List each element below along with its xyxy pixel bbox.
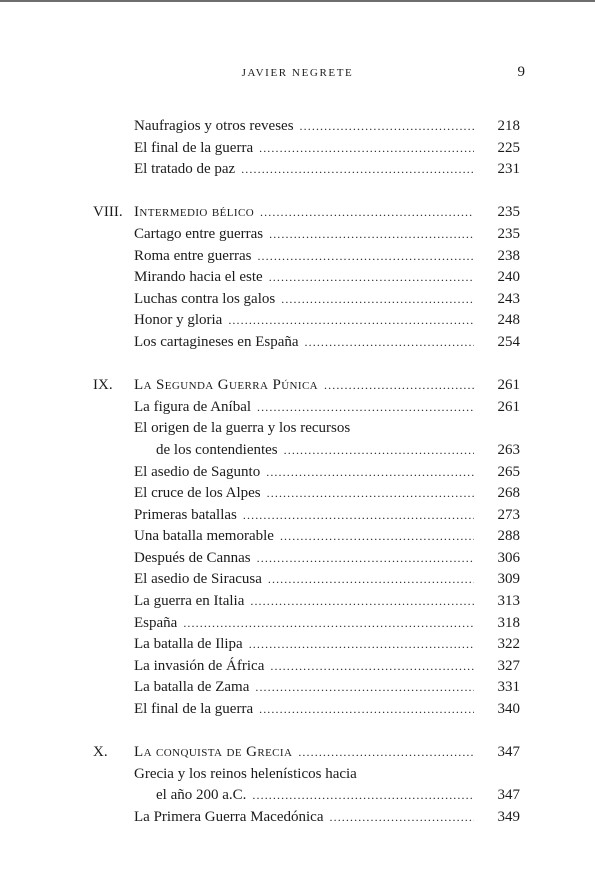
entry-title: Mirando hacia el este — [134, 269, 263, 286]
entry-title: de los contendientes — [156, 441, 278, 458]
toc-entry-text — [134, 397, 474, 419]
dot-leader — [281, 289, 474, 311]
entry-title: El asedio de Siracusa — [134, 571, 262, 588]
table-of-contents — [0, 116, 595, 829]
toc-entry — [0, 785, 595, 807]
dot-leader — [324, 375, 474, 397]
toc-entry-text — [134, 418, 474, 440]
entry-page-number: 340 — [497, 701, 520, 718]
entry-page-number: 327 — [497, 657, 520, 674]
toc-entry-text — [134, 246, 474, 268]
section-gap — [0, 181, 595, 203]
page-header — [0, 64, 595, 84]
toc-entry-text — [134, 267, 474, 289]
toc-entry — [0, 569, 595, 591]
entry-title: La figura de Aníbal — [134, 398, 252, 415]
entry-title: La guerra en Italia — [134, 593, 245, 610]
toc-entry-text — [134, 505, 474, 527]
dot-leader — [249, 634, 474, 656]
dot-leader — [255, 677, 474, 699]
toc-entry — [0, 483, 595, 505]
toc-entry — [0, 418, 595, 440]
dot-leader — [298, 742, 474, 764]
toc-entry-text — [134, 332, 474, 354]
entry-page-number: 309 — [497, 571, 520, 588]
entry-page-number: 347 — [497, 787, 520, 804]
toc-entry — [0, 613, 595, 635]
chapter-number: X. — [93, 744, 108, 761]
entry-title: El tratado de paz — [134, 161, 236, 178]
toc-entry-text — [134, 159, 474, 181]
toc-entry-text — [134, 742, 474, 764]
toc-entry-text — [156, 440, 474, 462]
dot-leader — [183, 613, 474, 635]
dot-leader — [269, 224, 474, 246]
dot-leader — [300, 116, 474, 138]
entry-page-number: 318 — [497, 614, 520, 631]
toc-entry-text — [134, 483, 474, 505]
toc-entry-text — [134, 462, 474, 484]
toc-chapter — [0, 742, 595, 764]
entry-page-number: 268 — [497, 485, 520, 502]
entry-title: Los cartagineses en España — [134, 333, 299, 350]
entry-title: Cartago entre guerras — [134, 225, 264, 242]
toc-entry — [0, 548, 595, 570]
toc-entry — [0, 440, 595, 462]
dot-leader — [305, 332, 474, 354]
toc-entry — [0, 699, 595, 721]
chapter-title: La Segunda Guerra Púnica — [134, 377, 319, 394]
entry-page-number: 331 — [497, 679, 520, 696]
toc-entry-text — [134, 375, 474, 397]
toc-entry — [0, 267, 595, 289]
toc-entry — [0, 397, 595, 419]
dot-leader — [252, 785, 474, 807]
toc-entry — [0, 159, 595, 181]
entry-title: Honor y gloria — [134, 312, 223, 329]
entry-title: Roma entre guerras — [134, 247, 252, 264]
chapter-number: VIII. — [93, 204, 123, 221]
entry-title: El cruce de los Alpes — [134, 485, 261, 502]
toc-entry-text — [134, 613, 474, 635]
entry-page-number: 240 — [497, 269, 520, 286]
entry-title: Grecia y los reinos helenísticos hacia — [134, 765, 357, 782]
chapter-number: IX. — [93, 377, 113, 394]
entry-title: La batalla de Zama — [134, 679, 250, 696]
chapter-title: La conquista de Grecia — [134, 744, 293, 761]
entry-title: Primeras batallas — [134, 506, 237, 523]
dot-leader — [267, 483, 474, 505]
toc-entry-text — [134, 807, 474, 829]
entry-title: Naufragios y otros reveses — [134, 118, 294, 134]
entry-page-number: 218 — [497, 118, 520, 134]
dot-leader — [260, 202, 474, 224]
dot-leader — [243, 505, 474, 527]
entry-title: El final de la guerra — [134, 701, 254, 718]
toc-entry — [0, 332, 595, 354]
entry-page-number: 243 — [497, 290, 520, 307]
toc-entry-text — [134, 699, 474, 721]
dot-leader — [266, 462, 474, 484]
toc-entry-text — [134, 116, 474, 138]
dot-leader — [259, 138, 474, 160]
toc-entry-text — [134, 310, 474, 332]
entry-page-number: 225 — [497, 139, 520, 156]
dot-leader — [269, 267, 474, 289]
entry-title: Una batalla memorable — [134, 528, 274, 545]
entry-page-number: 235 — [497, 204, 520, 221]
entry-page-number: 347 — [497, 744, 520, 761]
toc-entry — [0, 116, 595, 138]
dot-leader — [228, 310, 474, 332]
entry-page-number: 273 — [497, 506, 520, 523]
toc-entry — [0, 505, 595, 527]
toc-entry-text — [134, 569, 474, 591]
toc-entry-text — [134, 202, 474, 224]
toc-entry-text — [134, 548, 474, 570]
toc-entry-text — [134, 677, 474, 699]
toc-entry-text — [134, 634, 474, 656]
entry-page-number: 288 — [497, 528, 520, 545]
entry-page-number: 248 — [497, 312, 520, 329]
section-gap — [0, 354, 595, 376]
section-gap — [0, 721, 595, 743]
running-head: JAVIER NEGRETE — [241, 67, 354, 79]
entry-page-number: 235 — [497, 225, 520, 242]
toc-entry — [0, 656, 595, 678]
toc-entry — [0, 807, 595, 829]
toc-chapter — [0, 375, 595, 397]
toc-entry — [0, 462, 595, 484]
toc-chapter — [0, 202, 595, 224]
toc-entry — [0, 224, 595, 246]
entry-page-number: 238 — [497, 247, 520, 264]
entry-title: el año 200 a.C. — [156, 787, 247, 804]
entry-title: El asedio de Sagunto — [134, 463, 261, 480]
entry-title: Luchas contra los galos — [134, 290, 276, 307]
dot-leader — [257, 397, 474, 419]
dot-leader — [250, 591, 474, 613]
entry-title: El origen de la guerra y los recursos — [134, 420, 351, 437]
entry-page-number: 231 — [497, 161, 520, 178]
toc-entry-text — [156, 785, 474, 807]
toc-entry — [0, 310, 595, 332]
toc-entry — [0, 138, 595, 160]
entry-page-number: 254 — [497, 333, 520, 350]
toc-entry — [0, 634, 595, 656]
toc-entry-text — [134, 764, 474, 786]
dot-leader — [268, 569, 474, 591]
toc-entry-text — [134, 289, 474, 311]
entry-page-number: 306 — [497, 549, 520, 566]
dot-leader — [280, 526, 474, 548]
dot-leader — [257, 548, 474, 570]
entry-title: La invasión de África — [134, 657, 265, 674]
dot-leader — [270, 656, 474, 678]
toc-entry — [0, 246, 595, 268]
entry-title: Después de Cannas — [134, 549, 251, 566]
page-number: 9 — [517, 64, 525, 80]
toc-entry-text — [134, 656, 474, 678]
chapter-title: Intermedio bélico — [134, 204, 255, 221]
entry-page-number: 349 — [497, 809, 520, 825]
entry-title: La batalla de Ilipa — [134, 636, 243, 653]
toc-entry — [0, 677, 595, 699]
toc-entry-text — [134, 224, 474, 246]
toc-entry — [0, 591, 595, 613]
dot-leader — [284, 440, 474, 462]
toc-entry — [0, 764, 595, 786]
dot-leader — [259, 699, 474, 721]
toc-entry-text — [134, 591, 474, 613]
dot-leader — [241, 159, 474, 181]
toc-entry — [0, 526, 595, 548]
entry-page-number: 265 — [497, 463, 520, 480]
entry-page-number: 313 — [497, 593, 520, 610]
toc-entry-text — [134, 138, 474, 160]
dot-leader — [330, 807, 475, 829]
toc-entry-text — [134, 526, 474, 548]
entry-title: España — [134, 614, 178, 631]
entry-title: El final de la guerra — [134, 139, 254, 156]
entry-page-number: 261 — [497, 398, 520, 415]
dot-leader — [257, 246, 474, 268]
entry-page-number: 263 — [497, 441, 520, 458]
entry-title: La Primera Guerra Macedónica — [134, 809, 324, 825]
entry-page-number: 261 — [497, 377, 520, 394]
toc-entry — [0, 289, 595, 311]
entry-page-number: 322 — [497, 636, 520, 653]
top-border-line — [0, 0, 595, 2]
